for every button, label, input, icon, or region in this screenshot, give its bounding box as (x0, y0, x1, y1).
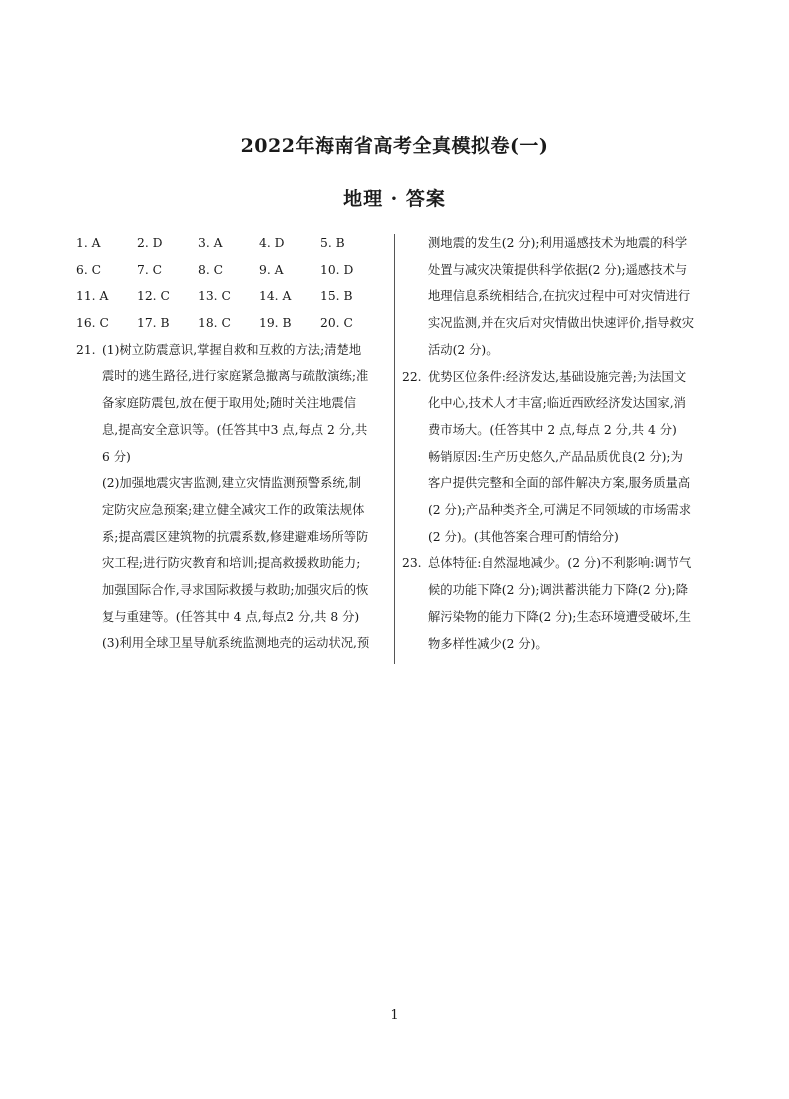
answer-line: 震时的逃生路径,进行家庭紧急撤离与疏散演练;准 (102, 369, 369, 384)
mc-answer: 20. C (320, 316, 353, 331)
answer-line: 地理信息系统相结合,在抗灾过程中可对灾情进行 (428, 289, 691, 304)
answer-line: (1)树立防震意识,掌握自救和互救的方法;清楚地 (102, 342, 362, 357)
answer-line: 备家庭防震包,放在便于取用处;随时关注地震信 (102, 396, 356, 411)
mc-answer: 6. C (76, 262, 102, 277)
mc-answer: 4. D (259, 236, 285, 250)
answer-line: 优势区位条件:经济发达,基础设施完善;为法国文 (428, 369, 687, 384)
answer-line: 化中心,技术人才丰富;临近西欧经济发达国家,消 (428, 396, 686, 411)
answer-line: 解污染物的能力下降(2 分);生态环境遭受破坏,生 (428, 609, 692, 624)
mc-answer: 17. B (137, 316, 170, 331)
answer-line: 息,提高安全意识等。(任答其中3 点,每点 2 分,共 (102, 422, 368, 437)
mc-row (76, 257, 391, 284)
answer-line: 费市场大。(任答其中 2 点,每点 2 分,共 4 分) (428, 422, 677, 437)
left-column (76, 230, 391, 657)
mc-answer: 12. C (137, 289, 170, 304)
question-number: 23. (402, 556, 422, 571)
answer-line: 灾工程;进行防灾教育和培训;提高救援救助能力; (102, 556, 361, 571)
mc-answer: 3. A (198, 236, 223, 250)
answer-line: 系;提高震区建筑物的抗震系数,修建避难场所等防 (102, 529, 369, 544)
right-column (402, 230, 722, 657)
mc-answer: 16. C (76, 316, 109, 331)
mc-answer: 18. C (198, 316, 231, 331)
question-22 (402, 364, 722, 551)
question-21 (76, 337, 391, 657)
answer-line: (3)利用全球卫星导航系统监测地壳的运动状况,预 (102, 636, 370, 651)
mc-answer: 8. C (198, 262, 224, 277)
mc-row (76, 310, 391, 337)
column-divider (394, 234, 395, 664)
mc-answer: 9. A (259, 262, 284, 277)
answer-line: 实况监测,并在灾后对灾情做出快速评价,指导救灾 (428, 316, 695, 331)
answer-line: 测地震的发生(2 分);利用遥感技术为地震的科学 (428, 236, 688, 250)
answer-line: 复与重建等。(任答其中 4 点,每点2 分,共 8 分) (102, 609, 360, 624)
mc-row (76, 283, 391, 310)
mc-answer: 1. A (76, 236, 101, 250)
mc-answer: 11. A (76, 289, 109, 304)
question-21-continued (402, 230, 722, 364)
answer-line: (2 分)。(其他答案合理可酌情给分) (428, 529, 619, 544)
mc-answer: 7. C (137, 262, 163, 277)
mc-answer: 19. B (259, 316, 292, 331)
mc-answer: 2. D (137, 236, 163, 250)
question-number: 21. (76, 342, 96, 357)
mc-answer: 10. D (320, 262, 354, 277)
answer-line: (2 分);产品种类齐全,可满足不同领域的市场需求 (428, 503, 692, 518)
mc-answer: 15. B (320, 289, 353, 304)
mc-answer: 14. A (259, 289, 292, 304)
multiple-choice-answers (76, 230, 391, 337)
answer-line: 物多样性减少(2 分)。 (428, 636, 548, 651)
answer-line: 加强国际合作,寻求国际救援与救助;加强灾后的恢 (102, 583, 369, 598)
document-subtitle: 地理 · 答案 (343, 188, 446, 210)
page-number: 1 (390, 1008, 399, 1023)
answer-line: 总体特征:自然湿地减少。(2 分)不利影响:调节气 (428, 556, 692, 571)
question-23 (402, 550, 722, 657)
answer-line: (2)加强地震灾害监测,建立灾情监测预警系统,制 (102, 476, 361, 491)
mc-row (76, 230, 391, 257)
mc-answer: 5. B (320, 236, 345, 250)
answer-line: 处置与减灾决策提供科学依据(2 分);遥感技术与 (428, 262, 688, 277)
answer-line: 6 分) (102, 449, 131, 464)
answer-line: 畅销原因:生产历史悠久,产品品质优良(2 分);为 (428, 449, 683, 464)
answer-line: 定防灾应急预案;建立健全减灾工作的政策法规体 (102, 502, 365, 517)
document-title: 2022年海南省高考全真模拟卷(一) (240, 135, 549, 157)
answer-line: 候的功能下降(2 分);调洪蓄洪能力下降(2 分);降 (428, 583, 688, 598)
answer-line: 活动(2 分)。 (428, 342, 499, 357)
answer-line: 客户提供完整和全面的部件解决方案,服务质量高 (428, 476, 691, 491)
question-number: 22. (402, 369, 422, 384)
mc-answer: 13. C (198, 289, 231, 304)
